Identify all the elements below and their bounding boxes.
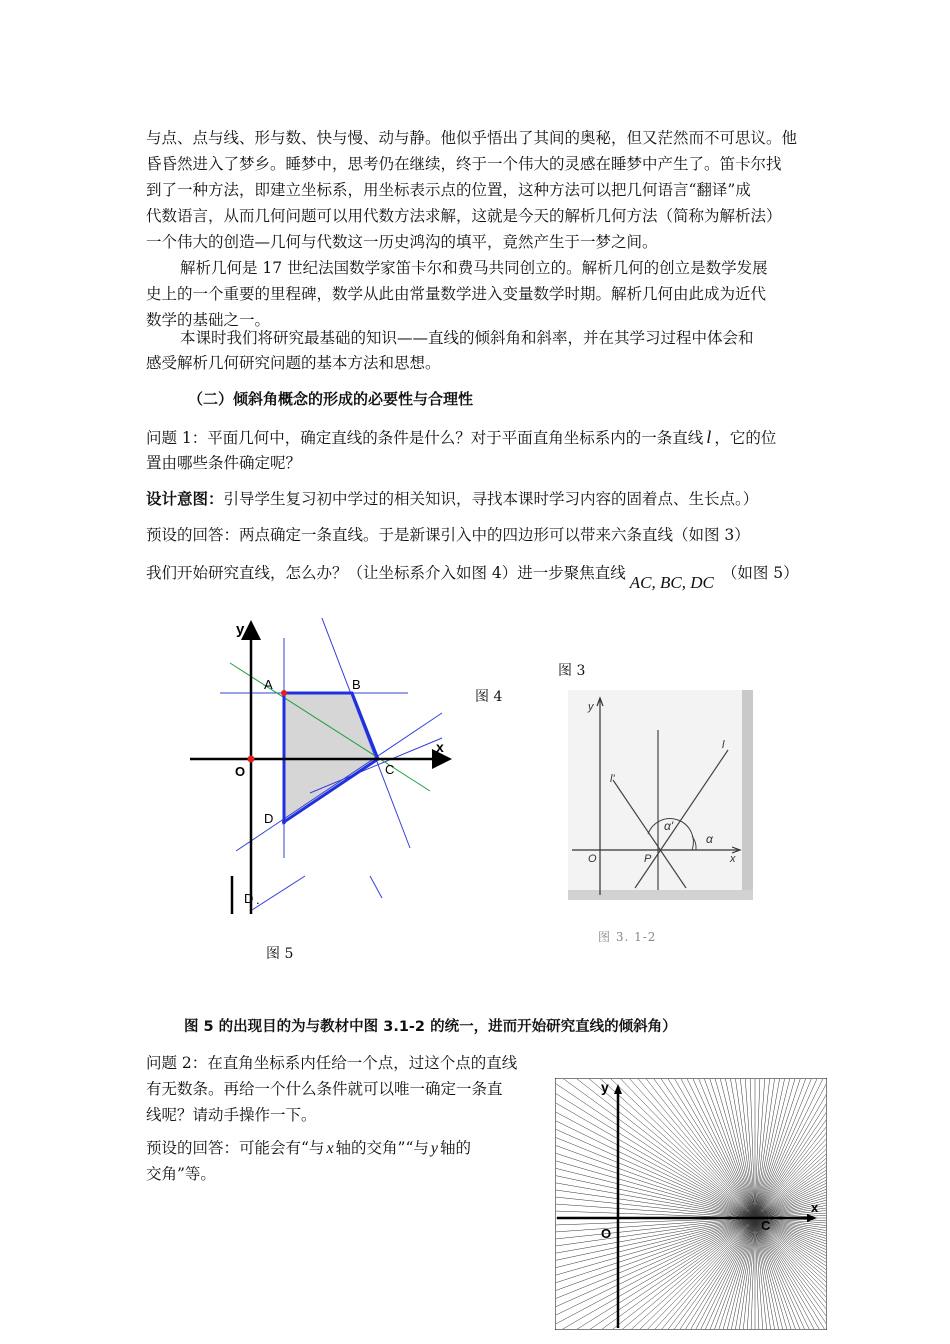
origin-dot (248, 756, 255, 763)
pencil-x-label: x (811, 1200, 819, 1215)
intro-line-1: 与点、点与线、形与数、快与慢、动与静。他似乎悟出了其间的奥秘，但又茫然而不可思议。他 (146, 129, 798, 147)
scan-shadow-bottom (568, 890, 753, 900)
para3-line-2: 感受解析几何研究问题的基本方法和思想。 (146, 354, 441, 372)
tb-l-prime-label: l' (610, 773, 615, 785)
origin-label: O (235, 764, 246, 779)
label-figure-3: 图 3 (558, 663, 586, 679)
point-d-label: D (264, 811, 274, 826)
question-2-line-2: 有无数条。再给一个什么条件就可以唯一确定一条直 (146, 1080, 503, 1098)
tb-x-label: x (730, 853, 736, 865)
point-d2-dot: . (256, 892, 260, 907)
point-a-label: A (264, 677, 273, 692)
answer-1: 预设的回答：两点确定一条直线。于是新课引入中的四边形可以带来六条直线（如图 3） (146, 526, 750, 544)
point-d-dot (282, 820, 286, 824)
quadrilateral-fill (284, 693, 378, 822)
tb-origin-label: O (588, 853, 597, 865)
figure-textbook (568, 690, 753, 900)
section-heading: （二）倾斜角概念的形成的必要性与合理性 (188, 390, 474, 408)
tb-point-p-label: P (644, 853, 652, 865)
point-c-label: C (385, 762, 395, 777)
answer-2-line-1: 预设的回答：可能会有“与 x 轴的交角”“与 y 轴的 (146, 1139, 472, 1157)
figure-5-note: 图 5 的出现目的为与教材中图 3.1-2 的统一，进而开始研究直线的倾斜角） (184, 1019, 677, 1035)
figure-line-pencil (555, 1078, 827, 1330)
point-b-label: B (352, 677, 361, 692)
pencil-origin-label: O (601, 1226, 612, 1241)
para2-line-1: 解析几何是 17 世纪法国数学家笛卡尔和费马共同创立的。解析几何的创立是数学发展 (180, 259, 768, 277)
tb-l-label: l (722, 739, 725, 751)
para2-line-3: 数学的基础之一。 (146, 311, 271, 329)
label-figure-4: 图 4 (475, 689, 503, 705)
scan-background (568, 690, 753, 900)
question-1-line-2: 置由哪些条件确定呢？ (146, 454, 302, 472)
intro-line-4: 代数语言，从而几何问题可以用代数方法求解，这就是今天的解析几何方法（简称为解析法） (146, 207, 782, 225)
figure-quadrilateral (180, 618, 460, 923)
fragment-line-2 (370, 876, 382, 898)
caption-textbook-figure: 图 3. 1-2 (598, 930, 657, 944)
point-a-dot (281, 690, 287, 696)
research-line: 我们开始研究直线，怎么办？（让坐标系介入如图 4）进一步聚焦直线 AC, BC, DC （如图 5） (146, 564, 799, 592)
pencil-point-c-label: C (761, 1218, 771, 1233)
scan-shadow-right (742, 690, 753, 900)
design-intent: 设计意图：引导学生复习初中学过的相关知识，寻找本课时学习内容的固着点、生长点。） (146, 490, 759, 508)
tb-y-label: y (588, 701, 594, 713)
para2-line-2: 史上的一个重要的里程碑，数学从此由常量数学进入变量数学时期。解析几何由此成为近代 (146, 285, 767, 303)
intro-line-3: 到了一种方法，即建立坐标系，用坐标表示点的位置，这种方法可以把几何语言“翻译”成 (146, 181, 751, 199)
question-2-line-3: 线呢？请动手操作一下。 (146, 1106, 317, 1124)
intro-line-2: 昏昏然进入了梦乡。睡梦中，思考仍在继续，终于一个伟大的灵感在睡梦中产生了。笛卡尔找 (146, 155, 782, 173)
intro-line-5: 一个伟大的创造—几何与代数这一历史鸿沟的填平，竟然产生于一梦之间。 (146, 233, 658, 251)
y-axis-label: y (236, 621, 245, 638)
question-1-line-1: 问题 1：平面几何中，确定直线的条件是什么？对于平面直角坐标系内的一条直线 l ，它的位 (146, 427, 777, 447)
fragment-line-1 (252, 876, 305, 910)
answer-2-line-2: 交角”等。 (146, 1165, 216, 1183)
pencil-y-label: y (601, 1079, 609, 1095)
tb-alpha-prime-label: α' (664, 819, 674, 833)
x-axis-label: x (436, 739, 444, 755)
tb-alpha-label: α (706, 832, 713, 846)
caption-figure-5: 图 5 (266, 946, 294, 962)
point-d2-label: D (244, 891, 254, 906)
question-2-line-1: 问题 2：在直角坐标系内任给一个点，过这个点的直线 (146, 1054, 518, 1072)
para3-line-1: 本课时我们将研究最基础的知识——直线的倾斜角和斜率，并在其学习过程中体会和 (180, 329, 754, 347)
